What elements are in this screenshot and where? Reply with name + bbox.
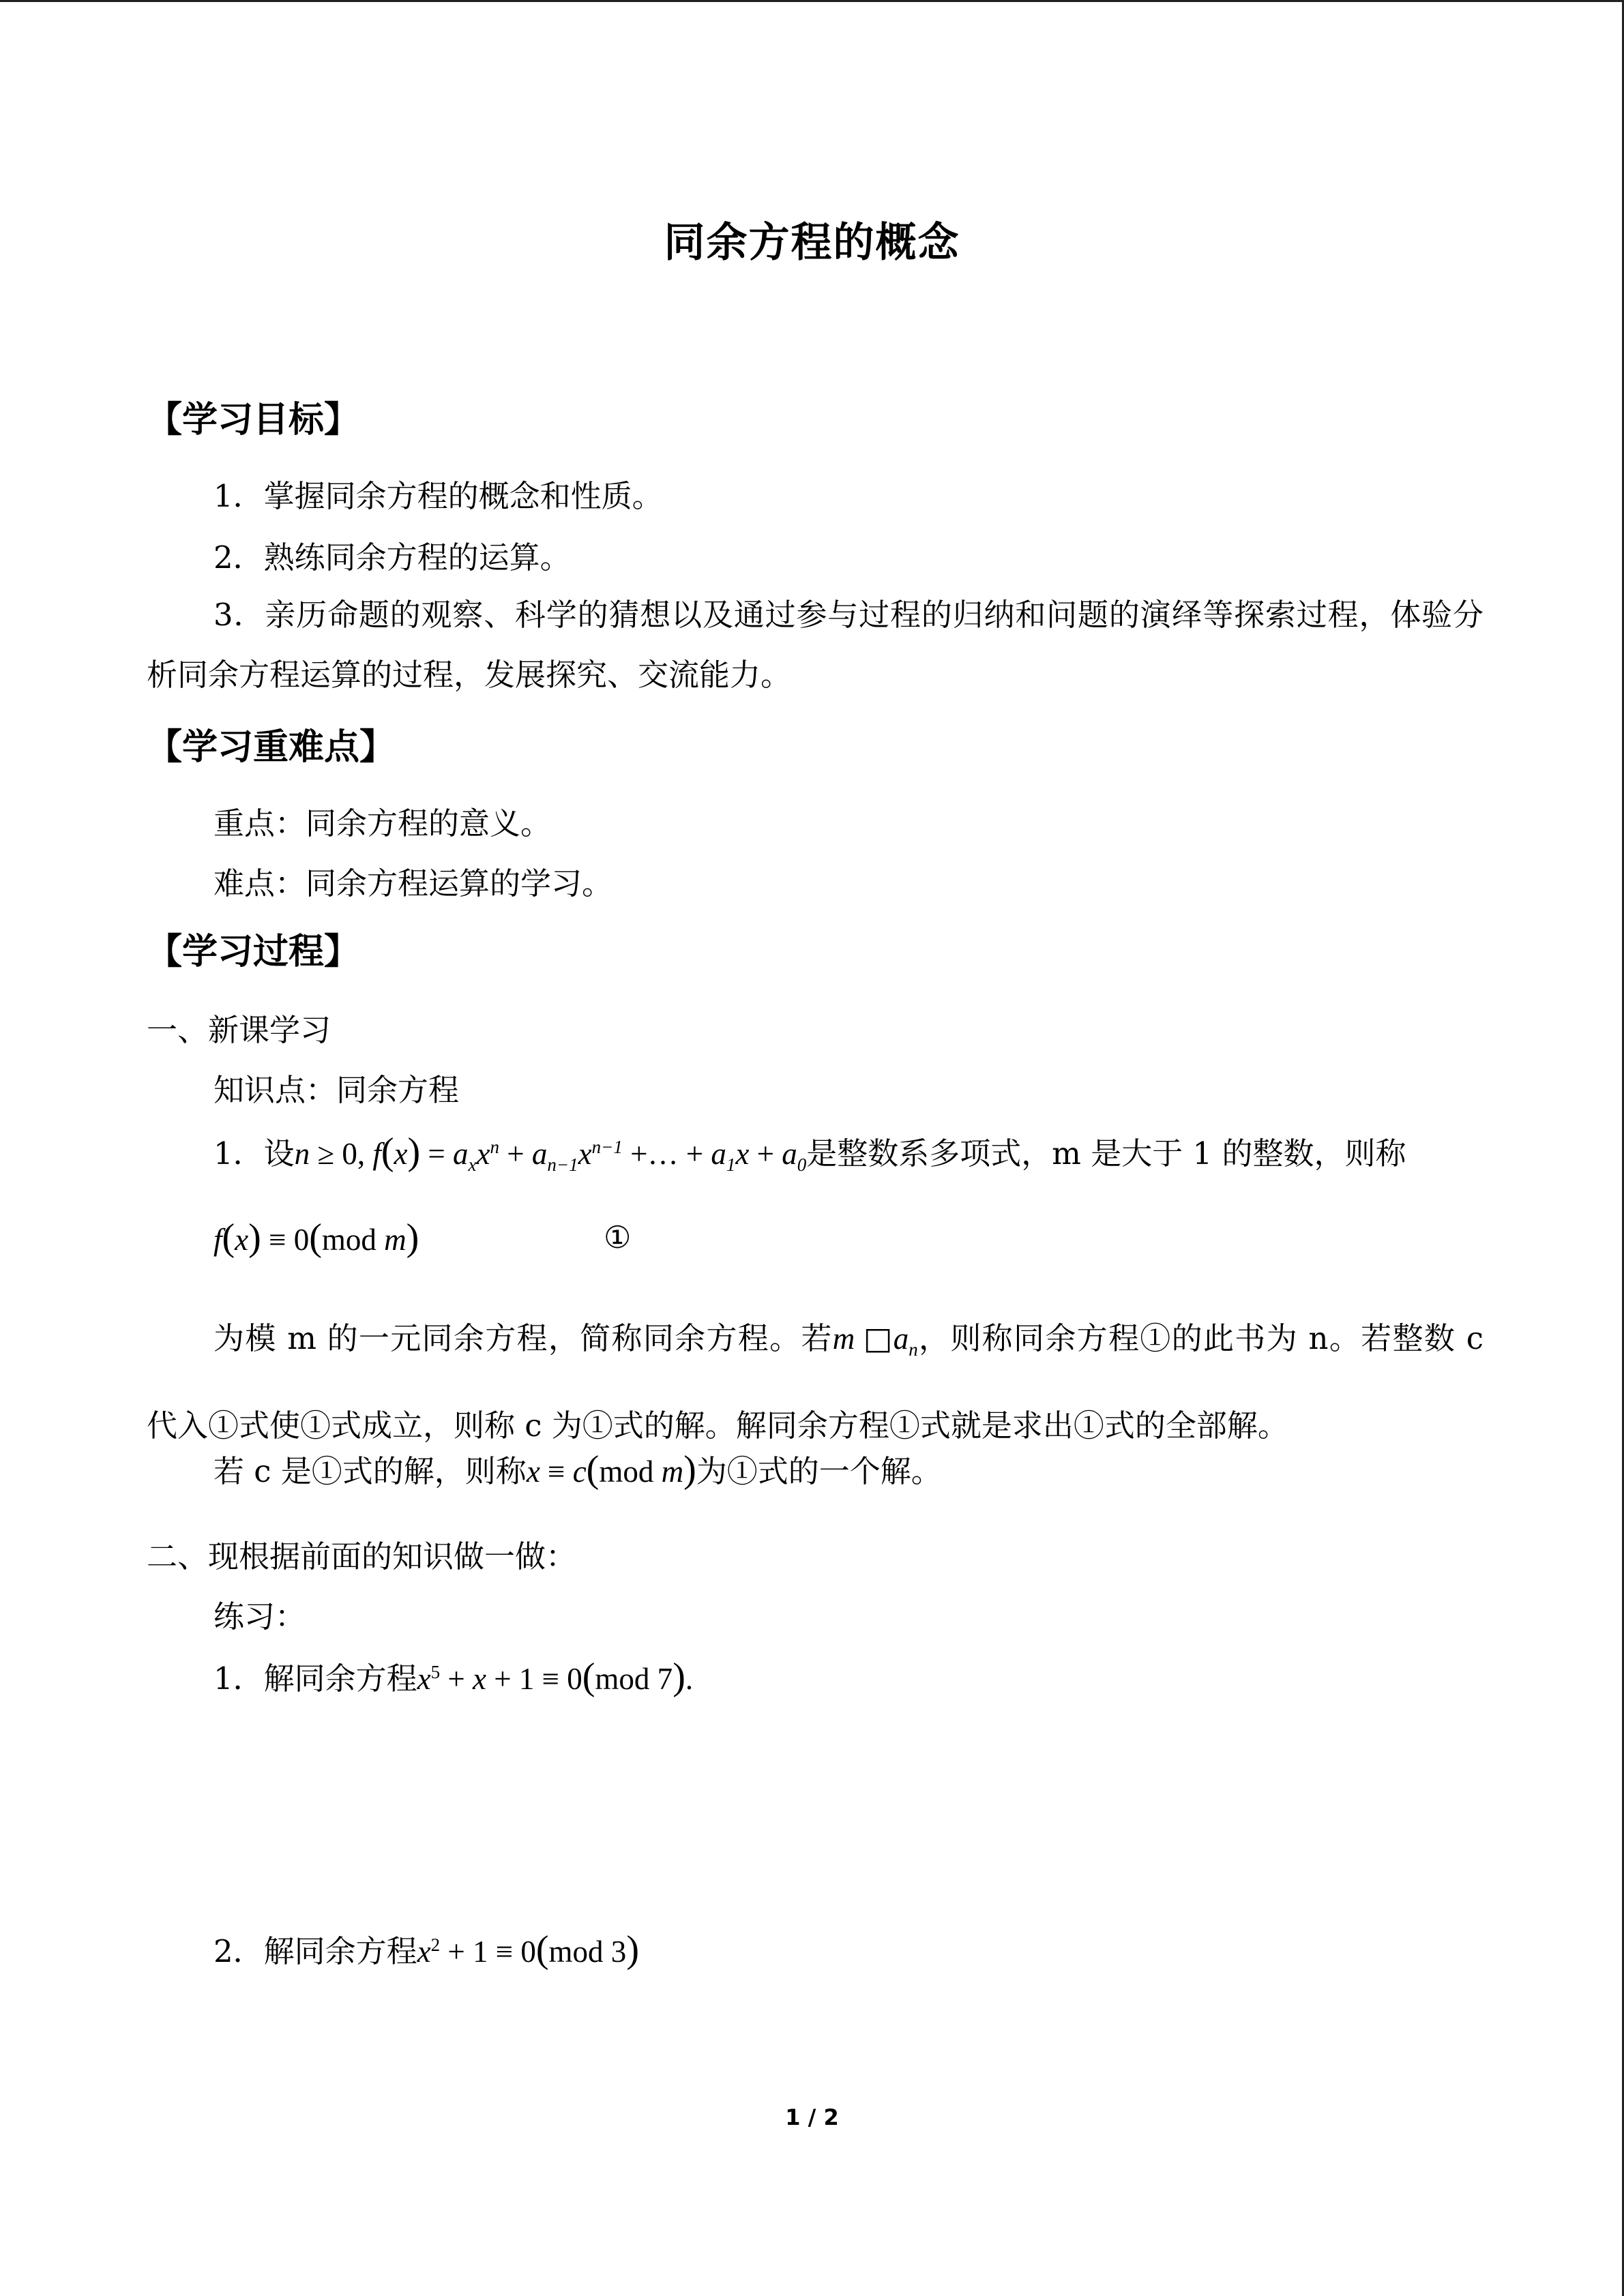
exercise-2-formula: $x^2 + 1 \equiv 0(mod$ 3) xyxy=(417,1928,639,1971)
section-heading-goals: 【学习目标】 xyxy=(147,400,360,441)
exercise-2 xyxy=(213,1929,639,1972)
solution-formula: x ≡ c(mod m) xyxy=(526,1448,696,1491)
exercise-1-prefix: 1．解同余方程 xyxy=(213,1660,417,1697)
page-title: 同余方程的概念 xyxy=(664,219,960,267)
m-divides-an-formula: m $□a_n$ xyxy=(832,1320,918,1360)
knowledge-point: 知识点：同余方程 xyxy=(213,1072,460,1108)
definition-prefix: 1．设 xyxy=(213,1135,295,1172)
solution-prefix: 若 c 是①式的解，则称 xyxy=(213,1453,527,1489)
definition-line xyxy=(213,1131,1406,1174)
part2-heading: 二、现根据前面的知识做一做： xyxy=(147,1538,577,1575)
section-heading-key-points: 【学习重难点】 xyxy=(147,727,396,768)
key-point-focus: 重点：同余方程的意义。 xyxy=(213,805,552,841)
definition-para-b: ，则称同余方程①的此书为 n。若整数 c 代入①式使①式成立，则称 c 为①式的解。解同余方程①式就是求出①式的全部解。 xyxy=(147,1320,1483,1444)
practice-label: 练习： xyxy=(213,1598,306,1635)
polynomial-formula: n ≥ 0, $f(x) = a_xx^n + a_{n-1}x^{n-1}$ +… + $a_1x + a_0$ xyxy=(294,1131,807,1175)
definition-suffix: 是整数系多项式，m 是大于 1 的整数，则称 xyxy=(806,1135,1406,1172)
goal-item-1: 1．掌握同余方程的概念和性质。 xyxy=(213,478,663,514)
key-point-difficulty: 难点：同余方程运算的学习。 xyxy=(213,865,613,901)
definition-paragraph xyxy=(147,1295,1483,1470)
exercise-2-prefix: 2．解同余方程 xyxy=(213,1933,417,1969)
goal-item-3: 3．亲历命题的观察、科学的猜想以及通过参与过程的归纳和问题的演绎等探索过程，体验分析同余方程运算的过程，发展探究、交流能力。 xyxy=(147,597,1483,693)
solution-suffix: 为①式的一个解。 xyxy=(696,1453,942,1489)
definition-para-a: 为模 m 的一元同余方程，简称同余方程。若 xyxy=(213,1320,833,1356)
equation-label-one: ① xyxy=(604,1219,632,1255)
exercise-1-formula: $x^5 + x + 1 \equiv 0(mod$ 7). xyxy=(417,1656,694,1698)
section-heading-process: 【学习过程】 xyxy=(147,931,360,972)
congruence-equation: f(x) ≡ 0(mod m) xyxy=(213,1217,419,1259)
goal-item-2: 2．熟练同余方程的运算。 xyxy=(213,539,571,576)
exercise-1 xyxy=(213,1656,693,1699)
solution-line xyxy=(213,1449,942,1492)
part1-heading: 一、新课学习 xyxy=(147,1012,331,1048)
page-number: 1 / 2 xyxy=(785,2104,839,2130)
